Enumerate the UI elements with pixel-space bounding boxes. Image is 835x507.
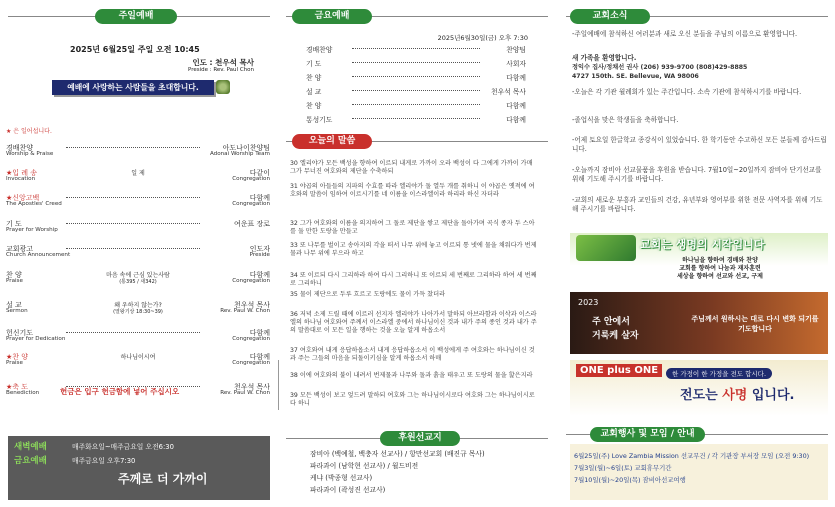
leader-dots: [352, 76, 480, 77]
banner3-main-part3: 입니다.: [747, 388, 795, 403]
item-en: Worship & Praise: [6, 151, 54, 157]
church-news-column: [560, 0, 835, 507]
item-en: Prayer for Worship: [6, 227, 58, 233]
mission-item: 파라과이 (곽성진 선교사): [310, 486, 386, 494]
banner2-right: 주님께서 원하시는 대로 다시 변화 되기를 기도합니다: [691, 315, 819, 333]
friday-worship-column: [280, 0, 556, 507]
banner1-line: 세상을 향하여 선교와 선교, 구제: [677, 273, 763, 280]
dawn-label: 새벽예배: [14, 442, 47, 452]
banner2-year: 2023: [578, 298, 599, 307]
item-title: 왜 우하지 않는가?: [114, 302, 162, 309]
mission-item: 케냐 (박종형 선교사): [310, 474, 373, 482]
event-item: 6월25일(주) Love Zambia Mission 선교무건 / 각 기관장 부서장 모임 (오전 9:30): [574, 452, 810, 460]
item-leader-en: Congregation: [232, 201, 270, 207]
event-item: 7월10일(월)~20일(목) 잠비아선교여행: [574, 476, 686, 484]
verse: 30 엘리야가 모든 백성을 향하여 이르되 내게로 가까이 오라 백성이 다 그에게 가까이 가매 그가 무너진 여호와의 제단을 수축하되: [290, 160, 533, 176]
item-leader: 다함께: [249, 329, 270, 337]
item-ko: 헌신기도: [6, 329, 34, 337]
item-ko: ★입 례 송: [6, 169, 38, 177]
news-1: -주일예배에 참석하신 여러분과 새로 오신 분들을 주님의 이름으로 환영합니다.: [572, 30, 798, 38]
banner2-line2: 거룩케 살자: [592, 331, 639, 341]
item-ko: ★축 도: [6, 383, 29, 391]
item-leader: 천우석 목사: [233, 383, 270, 391]
news-4: -어제 토요일 한글학교 종강식이 있었습니다. 한 학기동안 수고하신 모든 분들께 감사드립니다.: [572, 136, 827, 153]
item-en: Praise: [6, 360, 23, 366]
item-ko: 교회광고: [6, 245, 34, 253]
leader-dots: [66, 248, 200, 249]
dawn-slogan: 주께로 더 가까이: [118, 472, 208, 486]
evangelism-banner: [570, 360, 828, 416]
item-en: The Apostles' Creed: [6, 201, 62, 207]
item-ko: 기 도: [6, 220, 22, 228]
banner3-main: [680, 384, 794, 403]
item-title: 하나님이시여: [120, 354, 156, 361]
item-en: Benediction: [6, 390, 40, 396]
banner1-title: 교회는 생명의 시작입니다: [640, 238, 765, 251]
todays-word-header: 오늘의 말씀: [292, 134, 372, 149]
flower-decoration: [216, 80, 230, 94]
friday-item: 찬 양: [306, 74, 322, 82]
leader-dots: [352, 48, 480, 49]
item-en: Church Announcement: [6, 252, 71, 258]
news-2: -오늘은 각 기관 월례회가 있는 주간입니다. 소속 기관에 참석하시기를 바랍니다.: [572, 88, 802, 96]
banner1-line: 하나님을 향하여 경배와 찬양: [682, 257, 758, 264]
verse: 37 여호와여 내게 응답하옵소서 내게 응답하옵소서 이 백성에게 주 여호와는 하나님이신 것과 주는 그들의 마음을 되돌이키심을 알게 하옵소서 하매: [290, 347, 535, 363]
event-item: 7월3일(월)~6일(토) 교회휴무기간: [574, 464, 672, 472]
item-ref: (통395 / 새342): [119, 279, 157, 285]
item-ko: 설 교: [6, 301, 22, 309]
friday-worship-header: 금요예배: [292, 9, 372, 24]
friday-leader: 다함께: [506, 116, 526, 124]
item-ko: 찬 양: [6, 271, 22, 279]
verse: 35 물이 제단으로 두루 흐르고 도랑에도 물이 가득 찼더라: [290, 291, 446, 298]
missions-header: 후원선교지: [380, 431, 460, 446]
newfamily-line2: 4727 150th. SE. Bellevue, WA 98006: [572, 73, 699, 80]
friday-item: 경배찬양: [306, 46, 333, 54]
item-leader: 다함께: [249, 271, 270, 279]
item-leader: 천우석 목사: [233, 301, 270, 309]
leader-dots: [66, 147, 200, 148]
news-6: -교회의 새로운 부흥과 교인들의 건강, 유년부와 영어부를 위한 전문 사역자를 위해 기도해 주시기를 바랍니다.: [572, 196, 823, 213]
verse: 38 이에 여호와의 불이 내려서 번제물과 나무와 돌과 흙을 태우고 또 도랑의 물을 핥은지라: [290, 372, 533, 379]
preside-en: Preside : Rev. Paul Chon: [187, 67, 254, 73]
item-leader: 여운표 장로: [233, 220, 270, 228]
item-leader: 다함께: [249, 353, 270, 361]
item-leader: 다함께: [249, 194, 270, 202]
offering-note: 헌금은 입구 헌금함에 넣어 주십시오: [60, 387, 180, 396]
friday-text: 매주금요일 오후7:30: [72, 457, 136, 465]
item-leader-en: Congregation: [232, 336, 270, 342]
friday-leader: 사회자: [506, 60, 526, 68]
mission-item: 파라과이 (남학현 선교사) / 월드비전: [310, 462, 419, 470]
leader-dots: [352, 104, 480, 105]
item-title: 마음 속에 근심 있는사람: [106, 272, 170, 279]
banner1-lines: [650, 257, 790, 281]
leader-dots: [352, 62, 480, 63]
events-header: 교회행사 및 모임 / 안내: [590, 427, 705, 442]
item-leader-en: Adonai Worship Team: [209, 151, 270, 157]
item-leader-en: Congregation: [232, 176, 270, 182]
holy-life-banner: [570, 292, 828, 354]
verse: 33 또 나무를 벌이고 송아지의 각을 떠서 나무 위에 놓고 이르되 통 넷에 물을 채워다가 번제물과 나무 위에 부으라 하고: [290, 242, 537, 258]
item-title: 일 제: [131, 170, 145, 177]
leader-dots: [66, 332, 200, 333]
banner3-main-highlight: 사명: [722, 388, 748, 403]
friday-item: 기 도: [306, 60, 322, 68]
sunday-worship-column: [0, 0, 278, 507]
item-leader-en: Rev. Paul W. Chon: [220, 390, 270, 396]
leader-dots: [352, 118, 480, 119]
church-news-header: 교회소식: [570, 9, 650, 24]
item-leader-en: Preside: [249, 252, 270, 258]
verse: 32 그가 여호와의 이름을 의지하여 그 돌로 제단을 쌓고 제단을 돌아가며 곡식 종자 두 스아를 둘 만한 도랑을 만들고: [290, 220, 535, 236]
banner1-line: 교회를 향하여 나눔과 재자훈련: [679, 265, 761, 272]
newfamily-title: 새 가족을 환영합니다.: [572, 54, 637, 62]
item-leader-en: Congregation: [232, 278, 270, 284]
leader-dots: [66, 223, 200, 224]
sunday-worship-header: 주일예배: [95, 9, 177, 24]
item-leader: 인도자: [249, 245, 270, 253]
friday-leader: 천우석 목사: [491, 88, 526, 96]
item-leader: 다같이: [249, 169, 270, 177]
events-list: [574, 450, 809, 486]
item-leader-en: Rev. Paul W. Chon: [220, 308, 270, 314]
friday-label: 금요예배: [14, 456, 47, 466]
friday-item: 찬 양: [306, 102, 322, 110]
item-en: Sermon: [6, 308, 28, 314]
verse: 34 또 이르되 다시 그리하라 하여 다시 그리하니 또 이르되 세 번째로 그리하라 하여 세 번째로 그리하니: [290, 272, 537, 288]
mission-item: 잠비아 (백예철, 백충자 선교사) / 항만선교회 (배진규 목사): [310, 450, 485, 458]
item-ref: (열왕기상 18:30~39): [113, 309, 163, 315]
news-5: -오늘까지 잠비아 선교물품을 후원을 받습니다. 7월10일~20일까지 잠비아 단기선교를 위해 기도해 주시기를 바랍니다.: [572, 166, 822, 183]
standing-note: ★ 은 일어섭니다.: [6, 128, 52, 135]
verse: 36 저녁 소제 드릴 때에 이르러 선지자 엘리야가 나아가서 말하되 아브라함과 이삭과 이스라엘의 하나님 여호와여 주께서 이스라엘 중에서 하나님이신 것과 내가 주의 종인 것과 내가 주의 말씀대로 이 모든 일을 행하는 것을 오늘 알게 하옵소서: [290, 311, 537, 335]
one-plus-one-tag: ONE plus ONE: [576, 364, 662, 377]
friday-leader: 다함께: [506, 74, 526, 82]
verse: 39 모든 백성이 보고 엎드려 말하되 여호와 그는 하나님이시로다 여호와 그는 하나님이시로다 하니: [290, 392, 535, 408]
friday-leader: 다함께: [506, 102, 526, 110]
friday-item: 설 교: [306, 88, 322, 96]
friday-item: 통성기도: [306, 116, 333, 124]
preside-ko: 인도 : 천우석 목사: [192, 58, 254, 67]
column-divider: [278, 360, 279, 410]
dawn-prayer-box: [8, 436, 270, 500]
item-en: Prayer for Dedication: [6, 336, 66, 342]
item-en: Invocation: [6, 176, 36, 182]
welcome-banner: 예배에 사랑하는 사람들을 초대합니다.: [52, 80, 214, 95]
church-life-banner: [570, 233, 828, 288]
leader-dots: [66, 197, 200, 198]
item-ko: ★신앙고백: [6, 194, 40, 202]
leaf-decoration: [576, 235, 636, 261]
friday-leader: 찬양팀: [506, 46, 526, 54]
banner3-main-part1: 전도는: [680, 388, 723, 403]
verse: 31 야곱의 아들들의 지파의 수효를 따라 엘리야가 돌 열두 개를 취하니 이 야곱은 옛적에 여호와의 말씀이 임하여 이르시기를 네 이름을 이스라엘이라 하리라 하신 자더라: [290, 183, 535, 199]
item-leader: 아도나이찬양팀: [222, 144, 270, 152]
friday-date: 2025년6월30일(금) 오후 7:30: [437, 34, 528, 42]
banner2-line1: 주 안에서: [592, 317, 630, 327]
events-box: [570, 444, 828, 500]
item-leader-en: Congregation: [232, 360, 270, 366]
item-ko: 경배찬양: [6, 144, 34, 152]
banner3-top: 한 가정이 한 가정을 전도 합시다.: [666, 368, 772, 379]
item-ko: ★찬 양: [6, 353, 29, 361]
dawn-text: 매주화요일~매주금요일 오전6:30: [72, 443, 174, 451]
news-3: -졸업식을 맞은 학생들을 축하합니다.: [572, 116, 679, 124]
item-en: Praise: [6, 278, 23, 284]
newfamily-line1: 정익수 집사/정채선 권사 (206) 939-9700 (808)429-8885: [572, 64, 748, 71]
service-date: 2025년 6월25일 주일 오전 10:45: [70, 45, 200, 54]
leader-dots: [352, 90, 480, 91]
